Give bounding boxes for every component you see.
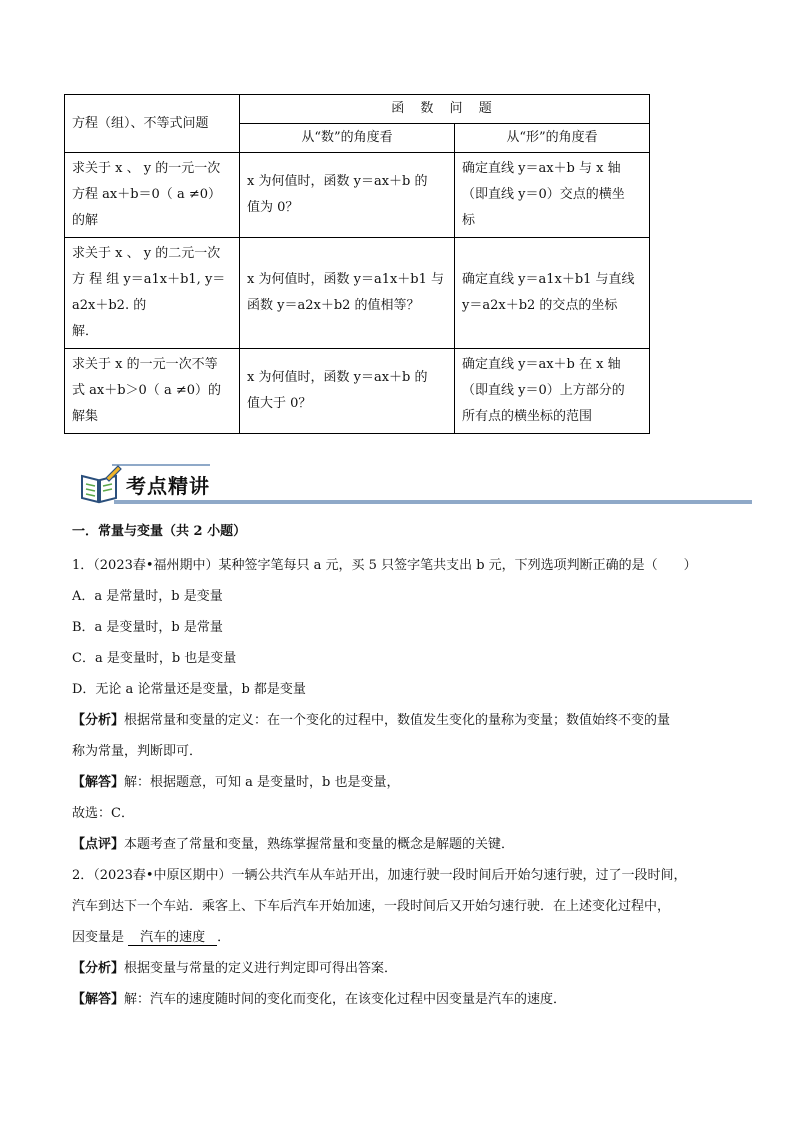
analysis-label: 【分析】: [72, 961, 125, 976]
comment-label: 【点评】: [72, 837, 125, 852]
q1-option-a: A．a 是常量时，b 是变量: [72, 589, 223, 604]
q1-analysis: 【分析】根据常量和变量的定义：在一个变化的过程中，数值发生变化的量称为变量；数值始终不变的量: [72, 713, 671, 728]
q1-option-d: D．无论 a 论常量还是变量，b 都是变量: [72, 682, 306, 697]
table-row: [65, 238, 650, 349]
row2-graphic: 确定直线 y＝a1x＋b1 与直线 y＝a2x＋b2 的交点的坐标: [455, 238, 650, 349]
q2-stem-2: 汽车到达下一个车站．乘客上、下车后汽车开始加速，一段时间后又开始匀速行驶．在上述变化过程中，: [72, 899, 671, 914]
header-accent-line: [112, 464, 210, 466]
q2-answer-blank: 汽车的速度: [128, 926, 217, 946]
header-numeric-view: 从“数”的角度看: [240, 124, 455, 153]
answer-label: 【解答】: [72, 775, 125, 790]
comparison-table: [64, 94, 650, 434]
row1-graphic: 确定直线 y＝ax＋b 与 x 轴 （即直线 y＝0）交点的横坐 标: [455, 153, 650, 238]
row1-numeric: x 为何值时，函数 y＝ax＋b 的 值为 0？: [240, 153, 455, 238]
book-icon: [78, 464, 122, 504]
q1-comment: 【点评】本题考查了常量和变量，熟练掌握常量和变量的概念是解题的关键．: [72, 837, 515, 852]
q2-analysis: 【分析】根据变量与常量的定义进行判定即可得出答案．: [72, 961, 398, 976]
row2-equation: 求关于 x 、 y 的二元一次 方 程 组 y＝a1x＋b1, y＝a2x＋b2. 的 解．: [65, 238, 240, 349]
header-graphic-view: 从“形”的角度看: [455, 124, 650, 153]
header-function-problem: 函 数 问 题: [240, 95, 650, 124]
answer-label: 【解答】: [72, 992, 125, 1007]
table-row: [65, 349, 650, 434]
header-equation-problem: 方程（组）、不等式问题: [65, 95, 240, 153]
q1-option-c: C．a 是变量时，b 也是变量: [72, 651, 237, 666]
part-heading: 一．常量与变量（共 2 小题）: [72, 524, 247, 539]
q2-stem-3: 因变量是 汽车的速度 ．: [72, 926, 230, 946]
section-header: [78, 464, 752, 506]
q2-answer: 【解答】解：汽车的速度随时间的变化而变化，在该变化过程中因变量是汽车的速度．: [72, 992, 567, 1007]
analysis-label: 【分析】: [72, 713, 125, 728]
row3-equation: 求关于 x 的一元一次不等 式 ax＋b＞0（ a ≠0）的 解集: [65, 349, 240, 434]
q1-choice: 故选：C．: [72, 806, 134, 821]
row2-numeric: x 为何值时，函数 y＝a1x＋b1 与 函数 y＝a2x＋b2 的值相等？: [240, 238, 455, 349]
table-row: [65, 153, 650, 238]
q1-analysis-cont: 称为常量，判断即可．: [72, 744, 203, 759]
section-title: 考点精讲: [126, 474, 210, 498]
row3-graphic: 确定直线 y＝ax＋b 在 x 轴 （即直线 y＝0）上方部分的 所有点的横坐标的范围: [455, 349, 650, 434]
header-underline: [114, 500, 752, 504]
q1-answer: 【解答】解：根据题意，可知 a 是变量时，b 也是变量，: [72, 775, 400, 790]
q1-option-b: B．a 是变量时，b 是常量: [72, 620, 223, 635]
q1-stem: 1．（2023春•福州期中）某种签字笔每只 a 元，买 5 只签字笔共支出 b 元，下列选项判断正确的是（ ）: [72, 558, 697, 573]
q2-stem-1: 2．（2023春•中原区期中）一辆公共汽车从车站开出，加速行驶一段时间后开始匀速行驶，过了一段时间，: [72, 868, 687, 883]
row3-numeric: x 为何值时，函数 y＝ax＋b 的 值大于 0？: [240, 349, 455, 434]
row1-equation: 求关于 x 、 y 的一元一次 方程 ax＋b＝0（ a ≠0） 的解: [65, 153, 240, 238]
